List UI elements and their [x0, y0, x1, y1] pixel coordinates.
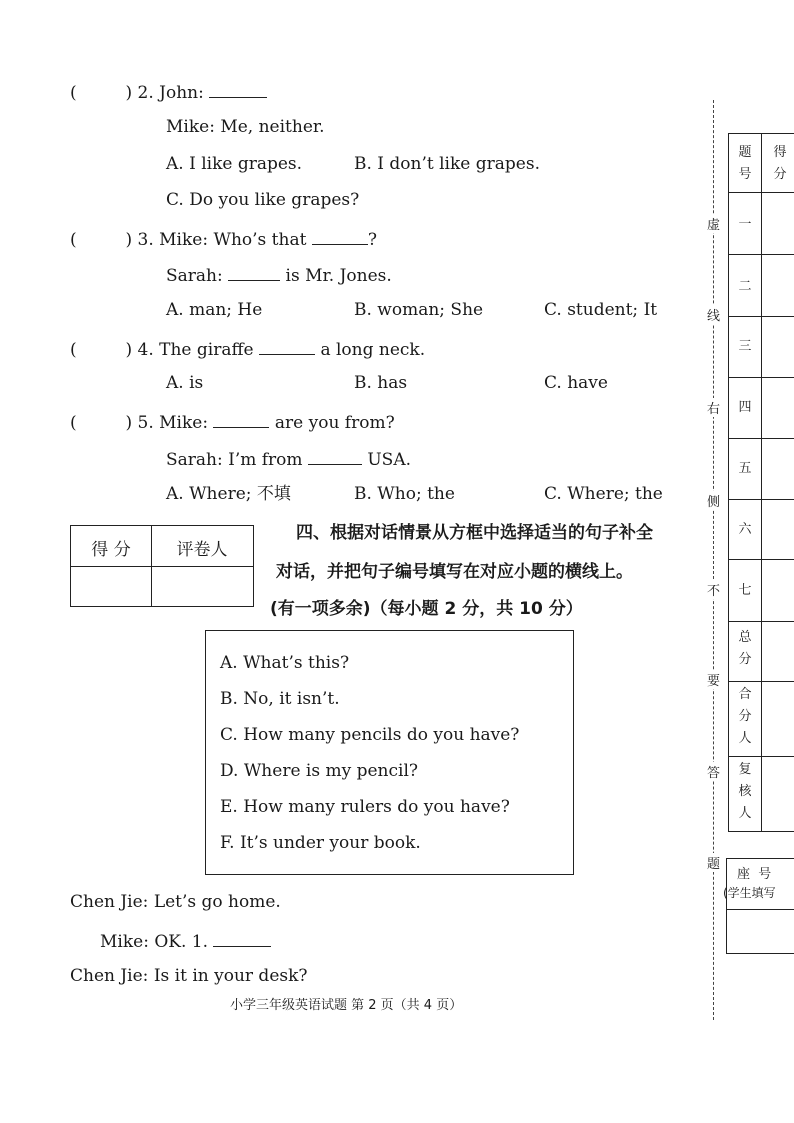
fill-blank[interactable]	[228, 263, 280, 281]
choice-f: F. It’s under your book.	[220, 833, 421, 853]
question-text-end: are you from?	[274, 413, 395, 433]
answer-paren-close: )	[125, 230, 133, 250]
dialogue-line-2	[100, 929, 271, 952]
margin-char: 要	[707, 670, 720, 689]
choice-a: A. What’s this?	[220, 653, 350, 673]
divider	[729, 377, 794, 378]
divider	[761, 134, 762, 831]
grader-field[interactable]	[152, 567, 253, 606]
margin-char: 答	[707, 762, 720, 781]
row-label: 五	[738, 461, 752, 476]
question-2-line2: Mike: Me, neither.	[166, 117, 325, 137]
margin-char: 不	[707, 580, 720, 599]
fill-blank[interactable]	[259, 337, 315, 355]
option-b: B. Who; the	[354, 484, 455, 504]
row-label: 四	[738, 400, 752, 415]
option-b: B. has	[354, 373, 408, 393]
divider	[729, 254, 794, 255]
question-text-end: ?	[367, 230, 377, 250]
fill-blank[interactable]	[213, 410, 269, 428]
question-3-line1	[70, 227, 377, 250]
question-text-end: a long neck.	[320, 340, 426, 360]
question-5-line1	[70, 410, 395, 433]
option-a: A. man; He	[166, 300, 263, 320]
choice-e: E. How many rulers do you have?	[220, 797, 510, 817]
question-text-end: is Mr. Jones.	[285, 266, 392, 286]
option-a: A. is	[166, 373, 204, 393]
table-header-number: 题号	[738, 145, 752, 182]
question-text: John:	[159, 83, 204, 103]
question-text: The giraffe	[159, 340, 254, 360]
question-2-line1	[70, 80, 267, 103]
divider	[729, 559, 794, 560]
choices-box	[205, 630, 574, 875]
row-label: 合分人	[738, 687, 752, 746]
score-label: 得 分	[91, 540, 131, 560]
grader-label: 评卷人	[176, 540, 228, 560]
margin-char: 侧	[707, 491, 720, 510]
fill-blank[interactable]	[312, 227, 368, 245]
question-text: Sarah:	[166, 266, 223, 286]
divider	[729, 316, 794, 317]
choice-c: C. How many pencils do you have?	[220, 725, 520, 745]
answer-paren-close: )	[125, 83, 133, 103]
divider	[729, 621, 794, 622]
answer-paren-close: )	[125, 340, 133, 360]
question-number: 5.	[137, 413, 154, 433]
dialogue-line-3: Chen Jie: Is it in your desk?	[70, 966, 308, 986]
answer-paren-open: (	[70, 83, 77, 103]
question-text: Sarah: I’m from	[166, 450, 303, 470]
divider	[729, 192, 794, 193]
seat-note: (学生填写	[723, 886, 776, 900]
divider	[729, 756, 794, 757]
row-label: 一	[738, 217, 752, 232]
fill-blank[interactable]	[209, 80, 267, 98]
answer-paren-open: (	[70, 340, 77, 360]
margin-char: 线	[707, 305, 720, 324]
divider	[729, 438, 794, 439]
question-number: 3.	[137, 230, 154, 250]
option-c: C. Do you like grapes?	[166, 190, 360, 210]
table-header-score: 得分	[773, 145, 787, 182]
section-4-title-line1: 四、根据对话情景从方框中选择适当的句子补全	[296, 523, 653, 543]
question-5-line2	[166, 447, 411, 470]
margin-char: 虚	[707, 214, 720, 233]
section-4-title-line2: 对话，并把句子编号填写在对应小题的横线上。	[276, 562, 633, 582]
row-label: 总分	[738, 630, 752, 667]
question-number: 4.	[137, 340, 154, 360]
choice-b: B. No, it isn’t.	[220, 689, 340, 709]
answer-paren-open: (	[70, 413, 77, 433]
question-number: 2.	[137, 83, 154, 103]
question-text: Mike: Who’s that	[159, 230, 307, 250]
score-table	[728, 133, 794, 832]
question-3-line2	[166, 263, 392, 286]
option-b: B. woman; She	[354, 300, 484, 320]
score-field[interactable]	[71, 567, 151, 606]
margin-char: 题	[707, 853, 720, 872]
answer-paren-open: (	[70, 230, 77, 250]
row-label: 七	[738, 583, 752, 598]
divider	[729, 499, 794, 500]
dialogue-text: Mike: OK. 1.	[100, 932, 209, 952]
seat-number-box	[723, 858, 794, 954]
question-4-line1	[70, 337, 425, 360]
score-box	[70, 525, 254, 607]
question-text: Mike:	[159, 413, 209, 433]
question-text-end: USA.	[367, 450, 412, 470]
cut-line	[713, 100, 714, 1020]
option-c: C. Where; the	[544, 484, 663, 504]
option-a: A. Where; 不填	[166, 484, 291, 504]
row-label: 六	[738, 522, 752, 537]
page-footer: 小学三年级英语试题 第 2 页（共 4 页）	[230, 998, 463, 1013]
dialogue-line-1: Chen Jie: Let’s go home.	[70, 892, 281, 912]
seat-title: 座 号	[737, 867, 772, 882]
fill-blank[interactable]	[308, 447, 362, 465]
section-4-title-line3: (有一项多余)（每小题 2 分，共 10 分）	[270, 599, 583, 619]
choice-d: D. Where is my pencil?	[220, 761, 418, 781]
option-c: C. student; It	[544, 300, 658, 320]
row-label: 复核人	[738, 762, 752, 821]
option-b: B. I don’t like grapes.	[354, 154, 540, 174]
fill-blank[interactable]	[213, 929, 271, 947]
option-c: C. have	[544, 373, 608, 393]
divider	[729, 681, 794, 682]
option-a: A. I like grapes.	[166, 154, 303, 174]
row-label: 二	[738, 279, 752, 294]
margin-char: 右	[707, 398, 720, 417]
seat-number-field[interactable]	[727, 910, 794, 953]
answer-paren-close: )	[125, 413, 133, 433]
row-label: 三	[738, 339, 752, 354]
